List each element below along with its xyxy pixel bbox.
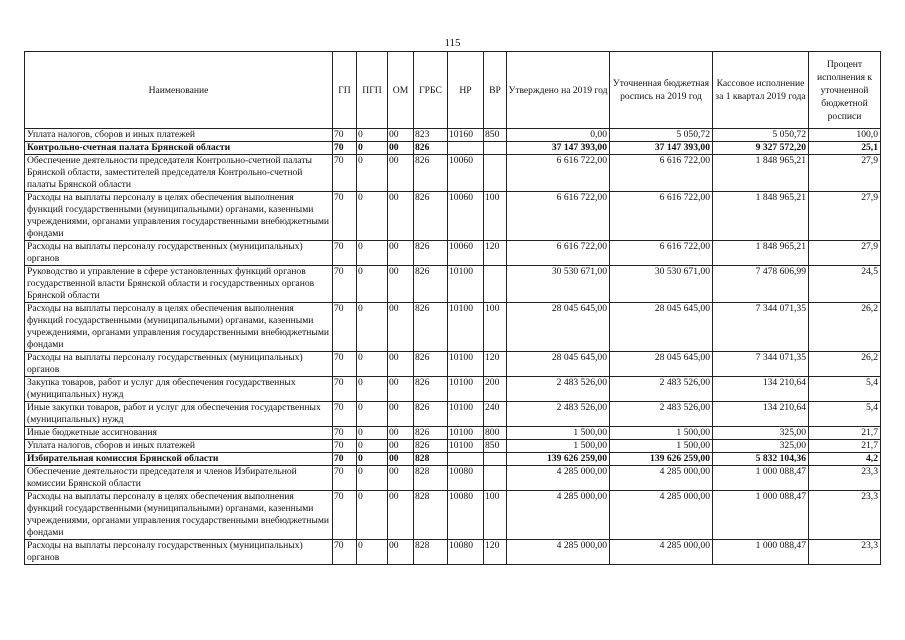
cell-refined: 139 626 259,00 (610, 453, 713, 466)
cell-name: Расходы на выплаты персоналу в целях обеспечения выполнения функций государственными (муниципальными) органами, казенными учреждениями, органами управления государственными внебюджетными фондами (25, 303, 333, 352)
cell-grbs: 826 (414, 402, 448, 427)
cell-np: 10080 (448, 466, 484, 491)
cell-refined: 6 616 722,00 (610, 192, 713, 241)
cell-cash: 134 210,64 (713, 402, 809, 427)
cell-gp: 70 (333, 427, 357, 440)
cell-vr (484, 155, 507, 192)
cell-grbs: 826 (414, 142, 448, 155)
cell-cash: 1 000 088,47 (713, 540, 809, 565)
cell-percent: 4,2 (809, 453, 881, 466)
table-row (25, 540, 881, 565)
cell-gp: 70 (333, 142, 357, 155)
cell-percent: 100,0 (809, 129, 881, 142)
cell-percent: 5,4 (809, 377, 881, 402)
cell-approved: 6 616 722,00 (507, 192, 610, 241)
cell-om: 00 (388, 540, 414, 565)
cell-percent: 25,1 (809, 142, 881, 155)
cell-pgp: 0 (357, 377, 388, 402)
cell-percent: 23,3 (809, 466, 881, 491)
table-row (25, 440, 881, 453)
table-row (25, 129, 881, 142)
cell-gp: 70 (333, 192, 357, 241)
cell-grbs: 826 (414, 377, 448, 402)
header-pgp: ПГП (357, 52, 388, 129)
cell-cash: 134 210,64 (713, 377, 809, 402)
table-row (25, 352, 881, 377)
cell-percent: 27,9 (809, 155, 881, 192)
cell-gp: 70 (333, 303, 357, 352)
cell-np: 10100 (448, 352, 484, 377)
cell-om: 00 (388, 142, 414, 155)
cell-gp: 70 (333, 352, 357, 377)
cell-name: Расходы на выплаты персоналу в целях обеспечения выполнения функций государственными (муниципальными) органами, казенными учреждениями, органами управления государственными внебюджетными фондами (25, 192, 333, 241)
cell-vr: 850 (484, 440, 507, 453)
cell-name: Руководство и управление в сфере установленных функций органов государственной власти Брянской области и государственных органов Брянской области (25, 266, 333, 303)
header-np: НР (448, 52, 484, 129)
cell-om: 00 (388, 192, 414, 241)
cell-cash: 5 832 104,36 (713, 453, 809, 466)
cell-grbs: 826 (414, 155, 448, 192)
cell-refined: 6 616 722,00 (610, 155, 713, 192)
table-row (25, 377, 881, 402)
cell-approved: 30 530 671,00 (507, 266, 610, 303)
table-row (25, 192, 881, 241)
cell-name: Закупка товаров, работ и услуг для обеспечения государственных (муниципальных) нужд (25, 377, 333, 402)
cell-vr: 240 (484, 402, 507, 427)
cell-pgp: 0 (357, 142, 388, 155)
cell-om: 00 (388, 303, 414, 352)
cell-name: Контрольно-счетная палата Брянской области (25, 142, 333, 155)
table-row (25, 402, 881, 427)
cell-cash: 7 478 606,99 (713, 266, 809, 303)
cell-om: 00 (388, 241, 414, 266)
table-header-row (25, 52, 881, 129)
cell-refined: 1 500,00 (610, 427, 713, 440)
cell-gp: 70 (333, 155, 357, 192)
header-gp: ГП (333, 52, 357, 129)
cell-percent: 23,3 (809, 540, 881, 565)
cell-np (448, 453, 484, 466)
table-row (25, 466, 881, 491)
header-approved: Утверждено на 2019 год (507, 52, 610, 129)
cell-om: 00 (388, 352, 414, 377)
cell-gp: 70 (333, 129, 357, 142)
cell-approved: 0,00 (507, 129, 610, 142)
header-cash: Кассовое исполнение за 1 квартал 2019 года (713, 52, 809, 129)
cell-vr: 120 (484, 540, 507, 565)
cell-np: 10060 (448, 241, 484, 266)
cell-np: 10100 (448, 427, 484, 440)
table-row (25, 427, 881, 440)
cell-np (448, 142, 484, 155)
cell-om: 00 (388, 155, 414, 192)
cell-refined: 4 285 000,00 (610, 540, 713, 565)
cell-grbs: 828 (414, 453, 448, 466)
cell-cash: 7 344 071,35 (713, 303, 809, 352)
cell-name: Уплата налогов, сборов и иных платежей (25, 440, 333, 453)
cell-grbs: 826 (414, 440, 448, 453)
cell-np: 10100 (448, 440, 484, 453)
cell-approved: 6 616 722,00 (507, 241, 610, 266)
cell-om: 00 (388, 440, 414, 453)
cell-approved: 4 285 000,00 (507, 466, 610, 491)
cell-approved: 28 045 645,00 (507, 303, 610, 352)
page-number: 115 (444, 37, 461, 49)
cell-name: Расходы на выплаты персоналу государственных (муниципальных) органов (25, 540, 333, 565)
cell-approved: 1 500,00 (507, 440, 610, 453)
cell-grbs: 823 (414, 129, 448, 142)
table-row (25, 266, 881, 303)
cell-approved: 28 045 645,00 (507, 352, 610, 377)
cell-om: 00 (388, 129, 414, 142)
cell-gp: 70 (333, 440, 357, 453)
cell-pgp: 0 (357, 427, 388, 440)
cell-refined: 2 483 526,00 (610, 402, 713, 427)
cell-pgp: 0 (357, 129, 388, 142)
header-vr: ВР (484, 52, 507, 129)
cell-grbs: 828 (414, 466, 448, 491)
cell-np: 10100 (448, 377, 484, 402)
table-row (25, 241, 881, 266)
cell-om: 00 (388, 266, 414, 303)
cell-vr (484, 466, 507, 491)
cell-vr (484, 453, 507, 466)
cell-grbs: 826 (414, 303, 448, 352)
cell-pgp: 0 (357, 303, 388, 352)
cell-vr: 800 (484, 427, 507, 440)
cell-gp: 70 (333, 491, 357, 540)
cell-pgp: 0 (357, 266, 388, 303)
table-row (25, 142, 881, 155)
cell-np: 10060 (448, 155, 484, 192)
cell-name: Обеспечение деятельности председателя и членов Избирательной комиссии Брянской области (25, 466, 333, 491)
cell-percent: 21,7 (809, 440, 881, 453)
cell-name: Расходы на выплаты персоналу государственных (муниципальных) органов (25, 241, 333, 266)
cell-np: 10080 (448, 491, 484, 540)
cell-om: 00 (388, 491, 414, 540)
cell-refined: 4 285 000,00 (610, 491, 713, 540)
cell-approved: 2 483 526,00 (507, 377, 610, 402)
cell-pgp: 0 (357, 540, 388, 565)
cell-percent: 23,3 (809, 491, 881, 540)
cell-np: 10100 (448, 266, 484, 303)
table-row (25, 155, 881, 192)
cell-pgp: 0 (357, 440, 388, 453)
cell-np: 10060 (448, 192, 484, 241)
cell-cash: 325,00 (713, 427, 809, 440)
cell-percent: 26,2 (809, 303, 881, 352)
cell-pgp: 0 (357, 241, 388, 266)
cell-percent: 27,9 (809, 192, 881, 241)
cell-refined: 28 045 645,00 (610, 303, 713, 352)
cell-cash: 1 000 088,47 (713, 491, 809, 540)
cell-pgp: 0 (357, 155, 388, 192)
cell-gp: 70 (333, 266, 357, 303)
cell-cash: 1 000 088,47 (713, 466, 809, 491)
cell-percent: 24,5 (809, 266, 881, 303)
cell-vr (484, 142, 507, 155)
cell-refined: 37 147 393,00 (610, 142, 713, 155)
cell-om: 00 (388, 377, 414, 402)
cell-grbs: 828 (414, 491, 448, 540)
cell-cash: 325,00 (713, 440, 809, 453)
cell-approved: 6 616 722,00 (507, 155, 610, 192)
cell-pgp: 0 (357, 192, 388, 241)
cell-grbs: 826 (414, 192, 448, 241)
cell-refined: 5 050,72 (610, 129, 713, 142)
header-om: ОМ (388, 52, 414, 129)
cell-refined: 6 616 722,00 (610, 241, 713, 266)
cell-gp: 70 (333, 540, 357, 565)
table-row (25, 491, 881, 540)
cell-grbs: 826 (414, 427, 448, 440)
cell-name: Обеспечение деятельности председателя Контрольно-счетной палаты Брянской области, заместителей председателя Контрольно-счетной палаты Брянской области (25, 155, 333, 192)
table-row (25, 303, 881, 352)
cell-percent: 27,9 (809, 241, 881, 266)
cell-grbs: 828 (414, 540, 448, 565)
cell-vr: 100 (484, 192, 507, 241)
cell-cash: 1 848 965,21 (713, 192, 809, 241)
cell-np: 10080 (448, 540, 484, 565)
table-row (25, 453, 881, 466)
cell-grbs: 826 (414, 352, 448, 377)
cell-grbs: 826 (414, 266, 448, 303)
cell-vr: 200 (484, 377, 507, 402)
cell-approved: 37 147 393,00 (507, 142, 610, 155)
cell-pgp: 0 (357, 402, 388, 427)
header-grbs: ГРБС (414, 52, 448, 129)
cell-refined: 1 500,00 (610, 440, 713, 453)
cell-vr (484, 266, 507, 303)
cell-gp: 70 (333, 241, 357, 266)
cell-percent: 26,2 (809, 352, 881, 377)
budget-execution-table (24, 51, 881, 565)
cell-om: 00 (388, 466, 414, 491)
cell-approved: 2 483 526,00 (507, 402, 610, 427)
cell-name: Уплата налогов, сборов и иных платежей (25, 129, 333, 142)
header-refined: Уточненная бюджетная роспись на 2019 год (610, 52, 713, 129)
cell-om: 00 (388, 402, 414, 427)
cell-vr: 120 (484, 352, 507, 377)
cell-name: Иные бюджетные ассигнования (25, 427, 333, 440)
cell-cash: 7 344 071,35 (713, 352, 809, 377)
cell-pgp: 0 (357, 491, 388, 540)
cell-name: Избирательная комиссия Брянской области (25, 453, 333, 466)
cell-om: 00 (388, 427, 414, 440)
cell-name: Расходы на выплаты персоналу государственных (муниципальных) органов (25, 352, 333, 377)
cell-refined: 30 530 671,00 (610, 266, 713, 303)
cell-cash: 1 848 965,21 (713, 155, 809, 192)
cell-percent: 21,7 (809, 427, 881, 440)
cell-approved: 139 626 259,00 (507, 453, 610, 466)
header-percent: Процент исполнения к уточненной бюджетной росписи (809, 52, 881, 129)
cell-pgp: 0 (357, 453, 388, 466)
cell-cash: 9 327 572,20 (713, 142, 809, 155)
cell-approved: 1 500,00 (507, 427, 610, 440)
cell-grbs: 826 (414, 241, 448, 266)
cell-vr: 850 (484, 129, 507, 142)
cell-name: Расходы на выплаты персоналу в целях обеспечения выполнения функций государственными (муниципальными) органами, казенными учреждениями, органами управления государственными внебюджетными фондами (25, 491, 333, 540)
cell-om: 00 (388, 453, 414, 466)
cell-approved: 4 285 000,00 (507, 491, 610, 540)
cell-vr: 100 (484, 491, 507, 540)
cell-np: 10100 (448, 303, 484, 352)
cell-percent: 5,4 (809, 402, 881, 427)
cell-cash: 5 050,72 (713, 129, 809, 142)
cell-np: 10160 (448, 129, 484, 142)
cell-refined: 2 483 526,00 (610, 377, 713, 402)
cell-gp: 70 (333, 377, 357, 402)
header-name: Наименование (25, 52, 333, 129)
cell-vr: 120 (484, 241, 507, 266)
cell-refined: 28 045 645,00 (610, 352, 713, 377)
cell-gp: 70 (333, 466, 357, 491)
cell-gp: 70 (333, 402, 357, 427)
cell-vr: 100 (484, 303, 507, 352)
cell-np: 10100 (448, 402, 484, 427)
cell-cash: 1 848 965,21 (713, 241, 809, 266)
cell-approved: 4 285 000,00 (507, 540, 610, 565)
cell-gp: 70 (333, 453, 357, 466)
cell-pgp: 0 (357, 466, 388, 491)
cell-pgp: 0 (357, 352, 388, 377)
cell-refined: 4 285 000,00 (610, 466, 713, 491)
cell-name: Иные закупки товаров, работ и услуг для обеспечения государственных (муниципальных) нужд (25, 402, 333, 427)
